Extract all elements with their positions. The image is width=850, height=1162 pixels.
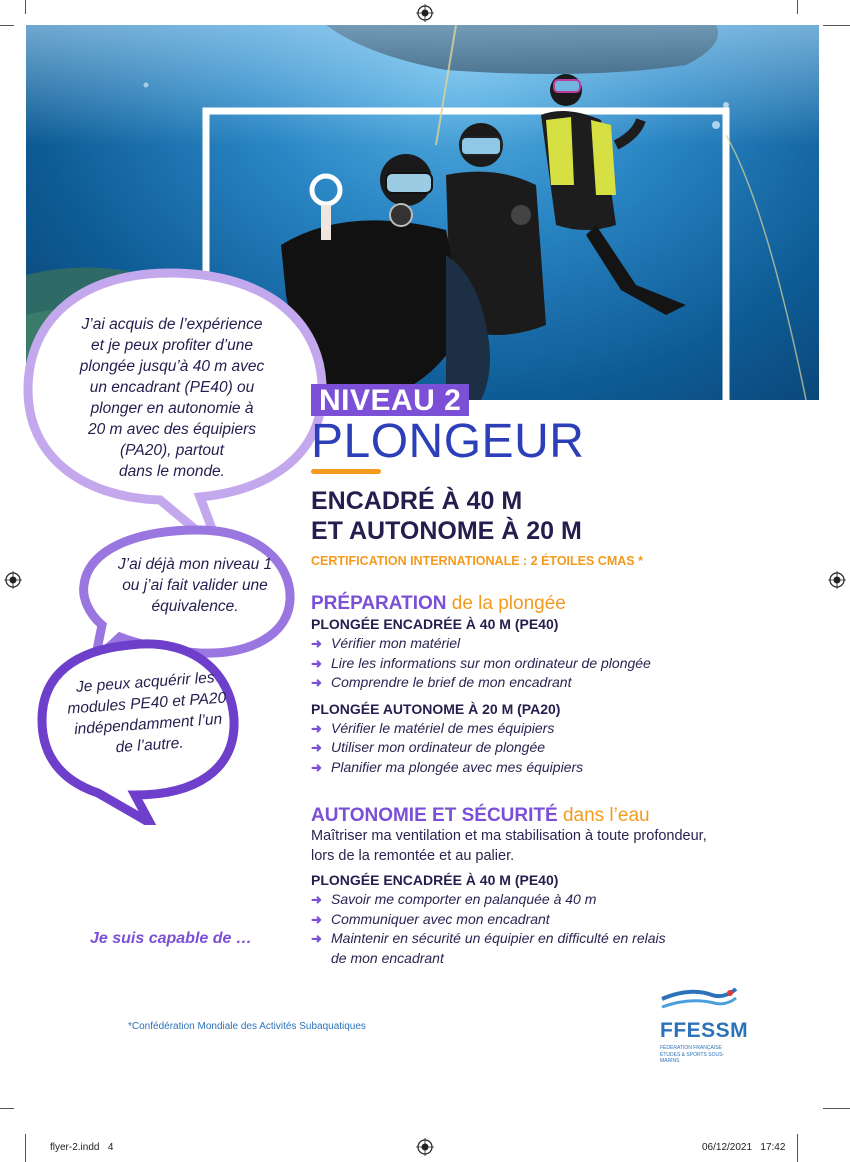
capable-label: Je suis capable de … <box>90 930 252 947</box>
autonomie-paragraph <box>311 827 811 866</box>
slug-time: 17:42 <box>760 1142 786 1153</box>
certification-label: CERTIFICATION INTERNATIONALE : 2 ÉTOILES CMAS * <box>311 554 643 568</box>
pa20-list <box>311 719 811 778</box>
bubble-line: modules PE40 et PA20 <box>66 689 227 718</box>
ffessm-logo <box>660 985 749 1064</box>
preparation-title-bold: PRÉPARATION <box>311 593 447 614</box>
crop-mark <box>25 1134 26 1162</box>
arrow-icon: ➜ <box>311 892 322 907</box>
arrow-icon: ➜ <box>311 759 322 775</box>
bubble-line: plonger en autonomie à <box>90 400 254 417</box>
paragraph-line: Maîtriser ma ventilation et ma stabilisation à toute profondeur, <box>311 828 707 844</box>
list-item-text: Vérifier mon matériel <box>331 635 461 651</box>
bubble-line: J’ai acquis de l’expérience <box>81 316 263 333</box>
bubble-line: plongée jusqu’à 40 m avec <box>79 358 265 375</box>
arrow-icon: ➜ <box>311 931 322 946</box>
logo-name: FFESSM <box>660 1019 749 1042</box>
page-title: PLONGEUR <box>311 415 585 468</box>
crop-mark <box>823 1108 850 1109</box>
pe40-title: PLONGÉE ENCADRÉE À 40 M (PE40) <box>311 616 559 632</box>
crop-mark <box>823 25 850 26</box>
autonomie-section <box>311 805 811 968</box>
arrow-icon: ➜ <box>311 720 322 736</box>
slug-datetime <box>702 1142 785 1153</box>
slug-file <box>50 1142 113 1153</box>
subtitle-line-2: ET AUTONOME À 20 M <box>311 517 582 545</box>
list-item-text: Comprendre le brief de mon encadrant <box>331 674 572 690</box>
list-item <box>311 890 811 910</box>
title-underline <box>311 469 381 474</box>
list-item <box>311 910 811 930</box>
autonomie-list <box>311 890 811 968</box>
list-item-text: Communiquer avec mon encadrant <box>331 910 550 927</box>
arrow-icon: ➜ <box>311 675 322 690</box>
bubble-line: un encadrant (PE40) ou <box>89 379 255 396</box>
bubble-1-text <box>52 314 292 482</box>
list-item <box>311 634 811 654</box>
preparation-title <box>311 593 811 615</box>
list-item-text: Vérifier le matériel de mes équipiers <box>331 719 555 736</box>
slug-date: 06/12/2021 <box>702 1142 753 1153</box>
arrow-icon: ➜ <box>311 911 322 927</box>
crop-mark <box>797 0 798 14</box>
autonomie-title <box>311 805 811 827</box>
arrow-icon: ➜ <box>311 655 322 671</box>
pa20-title: PLONGÉE AUTONOME À 20 M (PA20) <box>311 700 561 717</box>
bubble-line: équivalence. <box>151 598 239 615</box>
registration-mark-icon <box>416 4 434 22</box>
bubble-2-text <box>100 554 290 617</box>
autonomie-title-light: dans l’eau <box>562 805 650 826</box>
list-item <box>311 719 811 739</box>
crop-mark <box>0 1108 14 1109</box>
list-item <box>311 929 811 968</box>
bubble-line: de l’autre. <box>115 734 185 757</box>
preparation-title-light: de la plongée <box>451 593 566 614</box>
slug-page: 4 <box>107 1142 114 1153</box>
list-item-text: Utiliser mon ordinateur de plongée <box>331 739 546 755</box>
paragraph-line: lors de la remontée et au palier. <box>311 847 515 864</box>
subtitle <box>311 486 582 546</box>
bubble-line: 20 m avec des équipiers <box>87 421 256 438</box>
list-item-text: Savoir me comporter en palanquée à 40 m <box>331 891 597 907</box>
bubble-line: J’ai déjà mon niveau 1 <box>117 556 273 573</box>
logo-line-2: ÉTUDES & SPORTS SOUS-MARINS <box>660 1052 725 1064</box>
list-item <box>311 758 811 778</box>
bubble-line: (PA20), partout <box>120 442 224 459</box>
wave-logo-icon <box>660 985 738 1015</box>
registration-mark-icon <box>828 571 846 589</box>
autonomie-title-bold: AUTONOMIE ET SÉCURITÉ <box>311 805 558 826</box>
autonomie-pe40-title: PLONGÉE ENCADRÉE À 40 M (PE40) <box>311 872 559 888</box>
list-item-text-continued: de mon encadrant <box>331 949 444 966</box>
subtitle-line-1: ENCADRÉ À 40 M <box>311 487 523 515</box>
registration-mark-icon <box>416 1138 434 1156</box>
bubble-line: indépendamment l’un <box>73 710 223 739</box>
bubble-line: dans le monde. <box>119 463 225 480</box>
slug-filename: flyer-2.indd <box>50 1142 100 1153</box>
bubble-line: Je peux acquérir les <box>75 669 216 696</box>
list-item <box>311 738 811 758</box>
footnote: *Confédération Mondiale des Activités Subaquatiques <box>128 1021 366 1032</box>
bubble-3-text <box>52 666 242 763</box>
crop-mark <box>797 1134 798 1162</box>
logo-line-1: FÉDÉRATION FRANÇAISE <box>660 1045 722 1051</box>
list-item-text: Maintenir en sécurité un équipier en difficulté en relais <box>331 930 666 946</box>
crop-mark <box>0 25 14 26</box>
crop-mark <box>25 0 26 14</box>
bubble-line: ou j’ai fait valider une <box>122 577 268 594</box>
list-item <box>311 654 811 674</box>
level-badge: NIVEAU 2 <box>311 384 469 416</box>
arrow-icon: ➜ <box>311 636 322 651</box>
list-item-text: Planifier ma plongée avec mes équipiers <box>331 758 584 775</box>
list-item <box>311 673 811 693</box>
arrow-icon: ➜ <box>311 740 322 755</box>
preparation-section <box>311 593 811 777</box>
list-item-text: Lire les informations sur mon ordinateur de plongée <box>331 654 651 671</box>
pe40-list <box>311 634 811 693</box>
bubble-line: et je peux profiter d’une <box>91 337 253 354</box>
